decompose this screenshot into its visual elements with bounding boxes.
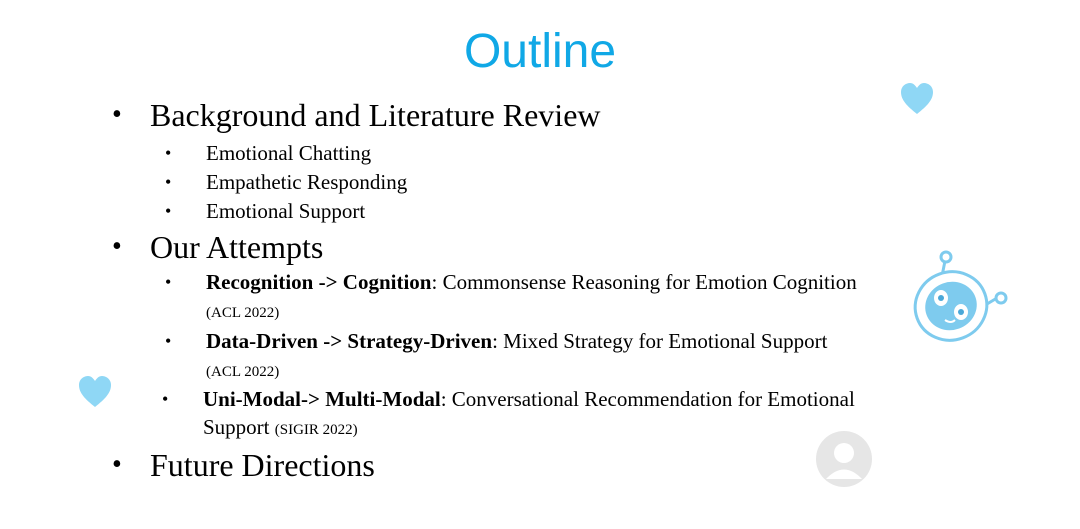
item-text bbox=[206, 268, 866, 327]
item-venue: (ACL 2022) bbox=[206, 364, 280, 380]
item-text: Emotional Chatting bbox=[206, 141, 372, 165]
item-venue: (ACL 2022) bbox=[206, 305, 280, 321]
item-bold: Uni-Modal-> Multi-Modal bbox=[203, 387, 441, 411]
item-text: Emotional Support bbox=[206, 199, 366, 223]
bullet-dot: • bbox=[165, 143, 172, 163]
heart-icon bbox=[899, 82, 935, 116]
section-label: Our Attempts bbox=[150, 229, 324, 265]
heart-icon bbox=[77, 375, 113, 409]
bullet-dot: • bbox=[112, 449, 122, 480]
bullet-dot: • bbox=[162, 389, 169, 409]
section-label: Future Directions bbox=[150, 447, 375, 483]
avatar-icon bbox=[815, 430, 873, 488]
item-venue: (SIGIR 2022) bbox=[274, 422, 358, 438]
section-label: Background and Literature Review bbox=[150, 97, 601, 133]
slide-title: Outline bbox=[463, 25, 617, 78]
item-rest: : Conversational Recommendation for Emotional Support bbox=[203, 387, 855, 439]
bullet-dot: • bbox=[165, 201, 172, 221]
item-bold: Recognition -> Cognition bbox=[206, 270, 432, 294]
item-text bbox=[206, 327, 866, 386]
bullet-dot: • bbox=[112, 99, 122, 130]
bullet-dot: • bbox=[165, 331, 172, 351]
item-rest: : Commonsense Reasoning for Emotion Cognition bbox=[431, 270, 857, 294]
item-text: Empathetic Responding bbox=[206, 170, 408, 194]
item-bold: Data-Driven -> Strategy-Driven bbox=[206, 329, 493, 353]
bullet-dot: • bbox=[165, 172, 172, 192]
bullet-dot: • bbox=[112, 231, 122, 262]
item-text bbox=[203, 385, 868, 444]
robot-icon bbox=[905, 248, 1010, 348]
bullet-dot: • bbox=[165, 272, 172, 292]
item-rest: : Mixed Strategy for Emotional Support bbox=[492, 329, 828, 353]
